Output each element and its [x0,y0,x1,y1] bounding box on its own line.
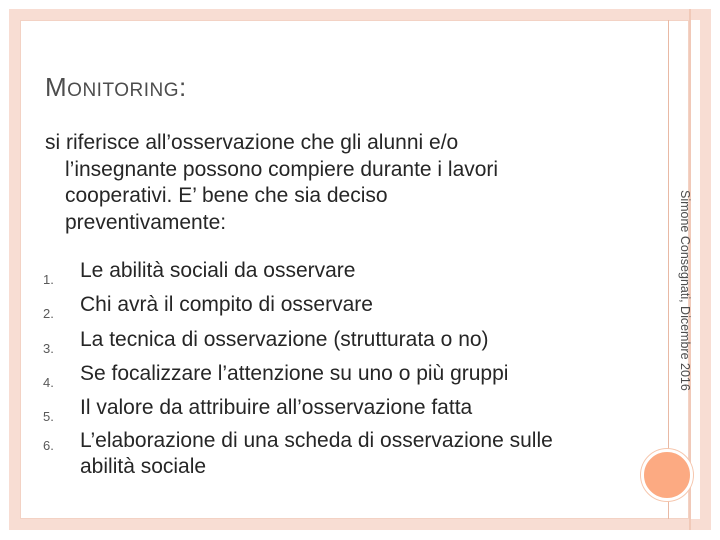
list-item-text: Chi avrà il compito di osservare [80,293,373,317]
list-item [43,425,580,480]
sidebar-divider [668,20,669,519]
list-item-text: Il valore da attribuire all’osservazione fatta [80,396,473,420]
list-number: 5. [43,409,54,425]
frame-top [9,9,711,20]
list-item-text: Se focalizzare l’attenzione su uno o più gruppi [80,361,509,385]
list-item [43,323,603,357]
author-credit: Simone Consegnati, Dicembre 2016 [678,190,692,391]
title-first-letter: M [45,72,68,102]
frame-right [689,9,711,530]
list-number: 6. [43,438,54,454]
intro-line-4: preventivamente: [65,210,227,234]
list-item-text: Le abilità sociali da osservare [80,259,356,282]
intro-line-2: l’insegnante possono compiere durante i lavori [65,157,499,181]
intro-line-3: cooperativi. E’ bene che sia deciso [65,184,388,207]
title-rest: ONITORING [67,80,179,101]
list-number: 2. [43,306,54,322]
list-number: 1. [43,272,54,287]
list-number: 3. [43,340,54,356]
list-item-text: La tecnica di osservazione (strutturata o no) [80,327,489,351]
decorative-circle [641,449,693,501]
list-item-text: L’elaborazione di una scheda di osservazione sulle abilità sociale [80,429,553,479]
list-number: 4. [43,374,54,390]
slide-title [45,72,187,103]
intro-line-1: si riferisce all’osservazione che gli alunni e/o [45,131,459,154]
list-item [43,391,603,425]
list-item [43,288,603,322]
list-item [43,357,603,391]
frame-left [9,9,20,530]
frame-bottom [9,519,711,530]
title-colon: : [179,72,187,102]
numbered-list [43,254,603,480]
list-item [43,254,603,288]
intro-paragraph [45,130,565,236]
